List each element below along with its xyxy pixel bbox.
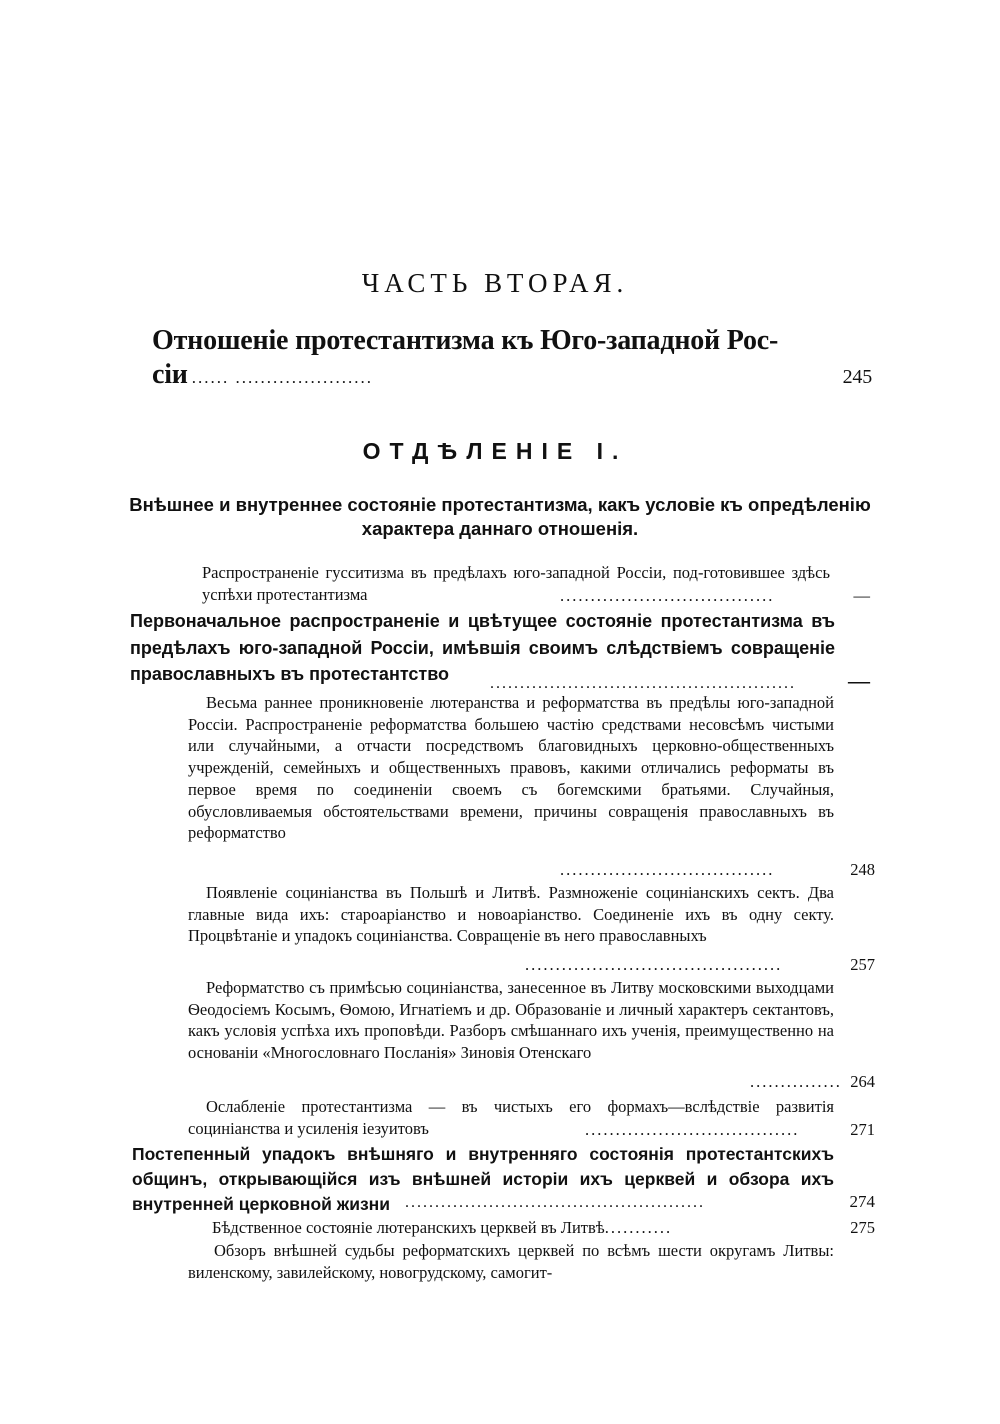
- part-subtitle: [152, 324, 872, 395]
- part-title: ЧАСТЬ ВТОРАЯ.: [361, 268, 629, 298]
- toc-entry-leader: [560, 585, 870, 607]
- part-subtitle-line2: сіи: [152, 359, 188, 390]
- toc-entry-text: Бѣдственное состояніе лютеранскихъ церквей въ Литвѣ: [212, 1218, 605, 1237]
- page-number: 245: [842, 366, 872, 388]
- leader-dots: ...............: [750, 1072, 842, 1091]
- toc-entry-text: Весьма раннее проникновеніе лютеранства и реформатства въ предѣлы юго-западной Россіи. Распространеніе реформатства большею частію средствами несовсѣмъ чистыми или случайными, а отчасти посредствомъ благовидныхъ церковно-общественныхъ учрежденій, семейныхъ и общественныхъ правовъ, какими отличались реформаты въ первое время по соединеніи своемъ съ богемскими братьями. Случайныя, обусловливаемыя обстоятельствами времени, причины совращенія православныхъ въ реформатство: [188, 693, 834, 843]
- toc-entry-text: Постепенный упадокъ внѣшняго и внутренняго состоянія протестантскихъ общинъ, открывающійся изъ внѣшней исторіи ихъ церквей и обзора ихъ внутренней церковной жизни: [132, 1144, 834, 1214]
- toc-entry: [212, 1217, 875, 1239]
- leader-dots: ...... ......................: [191, 368, 373, 387]
- toc-entry-text: Распространеніе гусситизма въ предѣлахъ юго-западной Россіи, под-готовившее здѣсь успѣхи протестантизма: [202, 563, 830, 604]
- toc-entry-leader: [560, 859, 875, 881]
- toc-entry-leader: [490, 668, 870, 694]
- toc-entry-text: Обзоръ внѣшней судьбы реформатскихъ церквей по всѣмъ шести округамъ Литвы: виленскому, завилейскому, новогрудскому, самогит-: [188, 1241, 834, 1282]
- leader-dots: ...................................: [560, 860, 775, 879]
- page-number: 257: [850, 955, 875, 974]
- toc-entry-text: Первоначальное распространеніе и цвѣтущее состояніе протестантизма въ предѣлахъ юго-западной Россіи, имѣвшія своимъ слѣдствіемъ совращеніе православныхъ въ протестантство: [130, 611, 835, 685]
- part-subtitle-row: [152, 358, 872, 395]
- page-number: 264: [850, 1072, 875, 1091]
- page-number: 248: [850, 860, 875, 879]
- page-number: —: [853, 586, 870, 605]
- toc-entry-leader: [750, 1071, 875, 1093]
- toc-entry-leader: [585, 1119, 875, 1141]
- part-subtitle-line1: Отношеніе протестантизма къ Юго-западной Рос-: [152, 325, 779, 356]
- leader-dots: ...........: [604, 1218, 673, 1237]
- leader-dots: ..........................................: [525, 955, 783, 974]
- section-title: ОТДѢЛЕНІЕ I.: [362, 438, 628, 464]
- page-number: 271: [850, 1120, 875, 1139]
- toc-entry: [188, 882, 834, 947]
- page-number: 275: [850, 1218, 875, 1237]
- toc-entry: [188, 692, 834, 844]
- toc-entry-text: Появленіе социніанства въ Польшѣ и Литвѣ. Размноженіе социніанскихъ сектъ. Два главные вида ихъ: староаріанство и новоаріанство. Соединеніе ихъ въ одну секту. Процвѣтаніе и упадокъ социніанства. Совращеніе въ него православныхъ: [188, 883, 834, 946]
- toc-entry-text: Реформатство съ примѣсью социніанства, занесенное въ Литву московскими выходцами Ѳеодосіемъ Косымъ, Ѳомою, Игнатіемъ и др. Образованіе и личный характеръ сектантовъ, какъ условія успѣха ихъ проповѣди. Разборъ смѣшаннаго ихъ ученія, преимущественно на основаніи «Многословнаго Посланія» Зиновія Отенскаго: [188, 978, 834, 1063]
- toc-entry: [188, 977, 834, 1064]
- leader-dots: ...................................: [560, 586, 775, 605]
- page-number: 274: [849, 1192, 875, 1211]
- page-number: —: [848, 668, 870, 693]
- leader-dots: ...................................................: [490, 675, 796, 692]
- leader-dots: ...................................: [585, 1120, 800, 1139]
- toc-entry-text: Ослабленіе протестантизма — въ чистыхъ его формахъ—вслѣдствіе развитія социніанства и усиленія іезуитовъ: [188, 1097, 834, 1138]
- toc-entry: [188, 1240, 834, 1283]
- section-subtitle-line2: характера даннаго отношенія.: [361, 518, 639, 539]
- toc-entry-leader: [525, 954, 875, 976]
- section-subtitle-line1: Внѣшнее и внутреннее состояніе протестантизма, какъ условіе къ опредѣленію: [129, 494, 871, 515]
- toc-entry-leader: [405, 1192, 875, 1212]
- leader-dots: ..................................................: [405, 1194, 705, 1211]
- section-subtitle: [120, 493, 880, 541]
